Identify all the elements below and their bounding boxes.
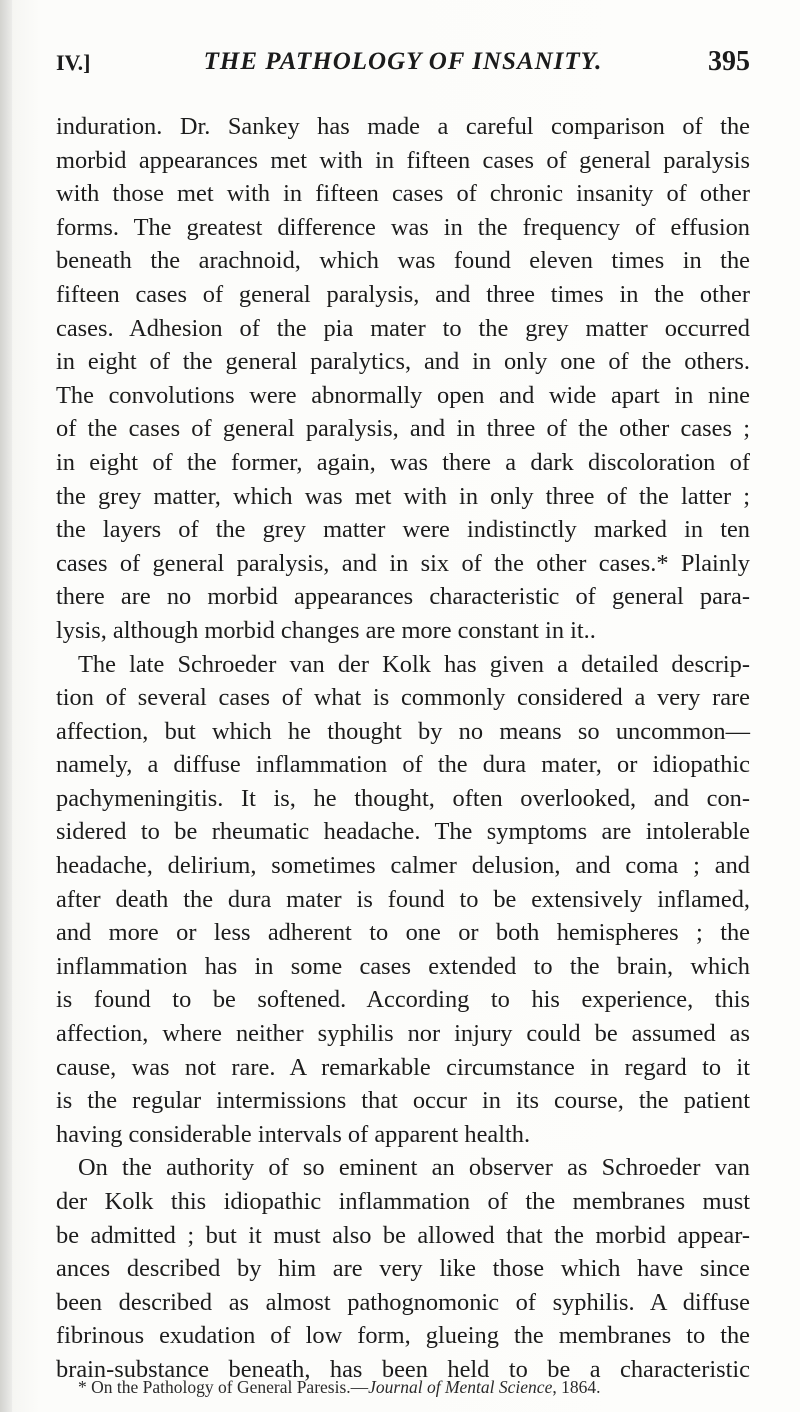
text-line: beneath the arachnoid, which was found eleven times in the <box>56 247 750 275</box>
text-line: in eight of the general paralytics, and in only one of the others. <box>56 348 750 376</box>
text-line: forms. The greatest difference was in the frequency of effusion <box>56 213 750 241</box>
text-line: after death the dura mater is found to be extensively inflamed, <box>56 885 750 913</box>
text-line: been described as almost pathognomonic of syphilis. A diffuse <box>56 1288 750 1316</box>
text-line: pachymeningitis. It is, he thought, often overlooked, and con- <box>56 784 750 812</box>
text-line: is the regular intermissions that occur in its course, the patient <box>56 1087 750 1115</box>
text-line: the grey matter, which was met with in only three of the latter ; <box>56 482 750 510</box>
text-line: affection, but which he thought by no means so uncommon— <box>56 717 750 745</box>
text-line: cases. Adhesion of the pia mater to the grey matter occurred <box>56 314 750 342</box>
text-line: having considerable intervals of apparent health. <box>56 1120 531 1148</box>
text-line: der Kolk this idiopathic inflammation of the membranes must <box>56 1188 750 1215</box>
text-line: be admitted ; but it must also be allowed that the morbid appear- <box>56 1221 750 1249</box>
footnote-tail: , 1864. <box>552 1377 601 1397</box>
text-line: is found to be softened. According to his experience, this <box>56 986 750 1014</box>
body-text <box>56 110 750 1387</box>
text-line: morbid appearances met with in fifteen cases of general paralysis <box>56 146 750 174</box>
text-line: ances described by him are very like those which have since <box>56 1255 750 1283</box>
text-line: lysis, although morbid changes are more constant in it.. <box>56 616 596 644</box>
text-line: tion of several cases of what is commonly considered a very rare <box>56 684 750 712</box>
text-line: sidered to be rheumatic headache. The symptoms are intolerable <box>56 818 750 846</box>
text-line: fibrinous exudation of low form, glueing the membranes to the <box>56 1322 750 1350</box>
text-line: of the cases of general paralysis, and in three of the other cases ; <box>56 415 750 443</box>
text-line: the layers of the grey matter were indistinctly marked in ten <box>56 516 750 544</box>
text-line: headache, delirium, sometimes calmer delusion, and coma ; and <box>56 852 750 880</box>
text-line: namely, a diffuse inflammation of the dura mater, or idiopathic <box>56 751 750 779</box>
text-line: The convolutions were abnormally open and wide apart in nine <box>56 381 750 409</box>
text-line: and more or less adherent to one or both hemispheres ; the <box>56 919 750 947</box>
text-line: On the authority of so eminent an observer as Schroeder van <box>78 1154 750 1182</box>
footnote-journal: Journal of Mental Science <box>368 1377 553 1397</box>
text-line: cases of general paralysis, and in six of the other cases.* Plainly <box>56 549 750 577</box>
text-line: with those met with in fifteen cases of chronic insanity of other <box>56 180 750 208</box>
footnote <box>56 1376 750 1398</box>
text-line: fifteen cases of general paralysis, and three times in the other <box>56 280 750 308</box>
text-line: affection, where neither syphilis nor injury could be assumed as <box>56 1020 750 1048</box>
page-gutter-shadow <box>0 0 12 1412</box>
text-line: there are no morbid appearances characteristic of general para- <box>56 583 750 611</box>
text-line: in eight of the former, again, was there a dark discoloration of <box>56 448 750 476</box>
text-line: brain-substance beneath, has been held to be a characteristic <box>56 1355 750 1383</box>
running-header <box>56 46 750 86</box>
text-line: cause, was not rare. A remarkable circumstance in regard to it <box>56 1053 750 1081</box>
text-line: The late Schroeder van der Kolk has given a detailed descrip- <box>78 650 750 678</box>
page-number: 395 <box>708 46 750 77</box>
footnote-text: * On the Pathology of General Paresis.— <box>78 1377 369 1397</box>
text-line: induration. Dr. Sankey has made a careful comparison of the <box>56 113 750 140</box>
text-line: inflammation has in some cases extended to the brain, which <box>56 952 750 980</box>
chapter-marker: IV.] <box>56 50 91 75</box>
running-title: THE PATHOLOGY OF INSANITY. <box>203 48 603 75</box>
